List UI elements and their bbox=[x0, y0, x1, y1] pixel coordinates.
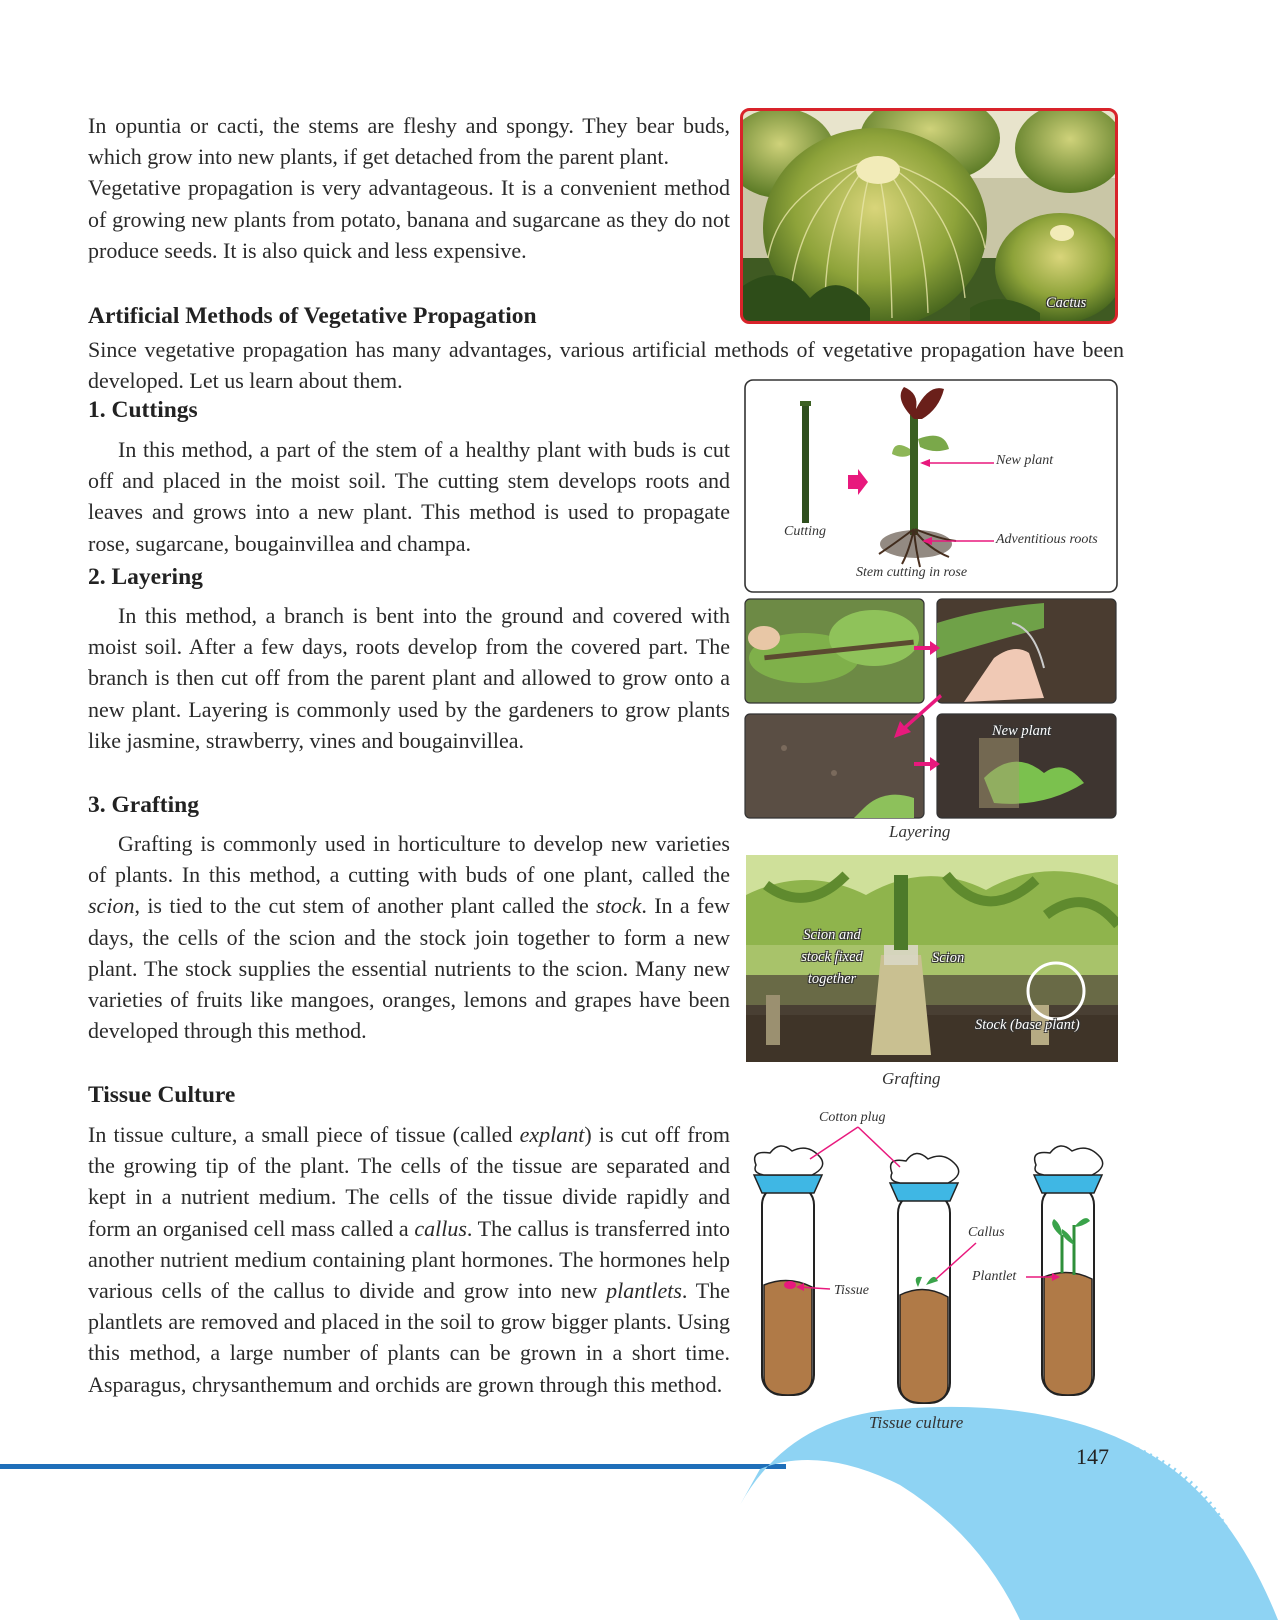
tissue-label: Tissue bbox=[834, 1283, 870, 1298]
scion-and-stock-label: Scion and stock fixed together bbox=[801, 927, 863, 987]
test-tube-3 bbox=[1034, 1146, 1103, 1395]
layering-photos bbox=[744, 598, 1118, 820]
test-tube-2 bbox=[890, 1153, 959, 1403]
layering-caption: Layering bbox=[889, 822, 951, 841]
callus-label: Callus bbox=[968, 1225, 1005, 1240]
tissue-culture-caption: Tissue culture bbox=[869, 1413, 964, 1432]
tissue-culture-paragraph bbox=[88, 1119, 730, 1400]
cuttings-paragraph bbox=[88, 434, 730, 559]
layering-heading: 2. Layering bbox=[88, 564, 203, 590]
layering-new-plant-label: New plant bbox=[992, 723, 1052, 739]
plantlets-term: plantlets bbox=[606, 1278, 682, 1304]
cotton-plug-label: Cotton plug bbox=[819, 1110, 886, 1125]
grafting-heading: 3. Grafting bbox=[88, 792, 199, 818]
tissue-text-3: . The callus is transferred into another nutrient medium containing plant hormones. The hormones help various cells of the callus to divide and grow into new bbox=[88, 1215, 731, 1304]
cutting-label: Cutting bbox=[784, 524, 827, 539]
artificial-methods-heading: Artificial Methods of Vegetative Propagation bbox=[88, 303, 537, 329]
layering-paragraph bbox=[88, 600, 730, 756]
grafting-text-2: , is tied to the cut stem of another plant called the bbox=[134, 893, 597, 919]
scion-label: Scion bbox=[932, 950, 965, 966]
opuntia-paragraph: In opuntia or cacti, the stems are fleshy and spongy. They bear buds, which grow into new plants, if get detached from the parent plant. bbox=[88, 113, 730, 170]
stock-label: Stock (base plant) bbox=[975, 1017, 1080, 1033]
grafting-caption: Grafting bbox=[882, 1069, 941, 1088]
tissue-text-2: ) is cut off from the growing tip of the plant. The cells of the tissue are separated and kept in a nutrient medium. The cells of the tissue divide rapidly and form an organised cell mass called a bbox=[88, 1122, 730, 1241]
stem-cutting-figure bbox=[744, 379, 1118, 593]
artificial-methods-intro: Since vegetative propagation has many advantages, various artificial methods of vegetative propagation have been developed. Let us learn about them. bbox=[88, 337, 1124, 394]
page-number: 147 bbox=[1076, 1444, 1109, 1469]
stock-term: stock bbox=[596, 893, 642, 919]
cuttings-heading: 1. Cuttings bbox=[88, 397, 198, 423]
tissue-culture-figure bbox=[740, 1095, 1140, 1410]
tissue-text-1: In tissue culture, a small piece of tissue (called bbox=[88, 1122, 520, 1147]
layering-text: In this method, a branch is bent into the ground and covered with moist soil. After a few days, roots develop from the covered part. The branch is then cut off from the parent plant and allowed to grow onto a new plant. Layering is commonly used by the gardeners to grow plants like jasmine, strawberry, vines and bougainvillea. bbox=[88, 603, 730, 753]
explant-term: explant bbox=[519, 1122, 585, 1147]
adventitious-roots-label: Adventitious roots bbox=[996, 532, 1098, 547]
advantage-paragraph: Vegetative propagation is very advantageous. It is a convenient method of growing new plants from potato, banana and sugarcane as they do not produce seeds. It is also quick and less expensive. bbox=[88, 175, 730, 263]
new-plant-label: New plant bbox=[996, 453, 1054, 468]
callus-term: callus bbox=[414, 1215, 467, 1241]
test-tube-1 bbox=[754, 1146, 823, 1395]
cuttings-text: In this method, a part of the stem of a healthy plant with buds is cut off and placed in the moist soil. The cutting stem develops roots and leaves and grows into a new plant. This method is used to propagate rose, sugarcane, bougainvillea and champa. bbox=[88, 437, 730, 556]
cutting-stem bbox=[802, 403, 809, 523]
tissue-text-4: . The plantlets are removed and placed in the soil to grow bigger plants. Using this method, a large number of plants can be grown in a short time. Asparagus, chrysanthemum and orchids are grown through this method. bbox=[88, 1278, 730, 1397]
cactus-label: Cactus bbox=[1046, 295, 1087, 311]
intro-paragraphs bbox=[88, 110, 730, 266]
cactus-photo bbox=[740, 108, 1118, 324]
grafting-text-1: Grafting is commonly used in horticulture to develop new varieties of plants. In this method, a cutting with buds of one plant, called the bbox=[88, 831, 730, 888]
corner-wave-decoration bbox=[0, 1395, 1278, 1620]
scion-term: scion bbox=[88, 893, 135, 919]
grafting-paragraph bbox=[88, 828, 730, 1046]
plantlet-label: Plantlet bbox=[972, 1269, 1017, 1284]
grafting-text-3: . In a few days, the cells of the scion and the stock join together to form a new plant. The stock supplies the essential nutrients to the scion. Many new varieties of fruits like mangoes, oranges, lemons and grapes have been developed through this method. bbox=[88, 893, 730, 1044]
tissue-culture-heading: Tissue Culture bbox=[88, 1082, 236, 1108]
stem-cutting-caption: Stem cutting in rose bbox=[856, 565, 968, 580]
